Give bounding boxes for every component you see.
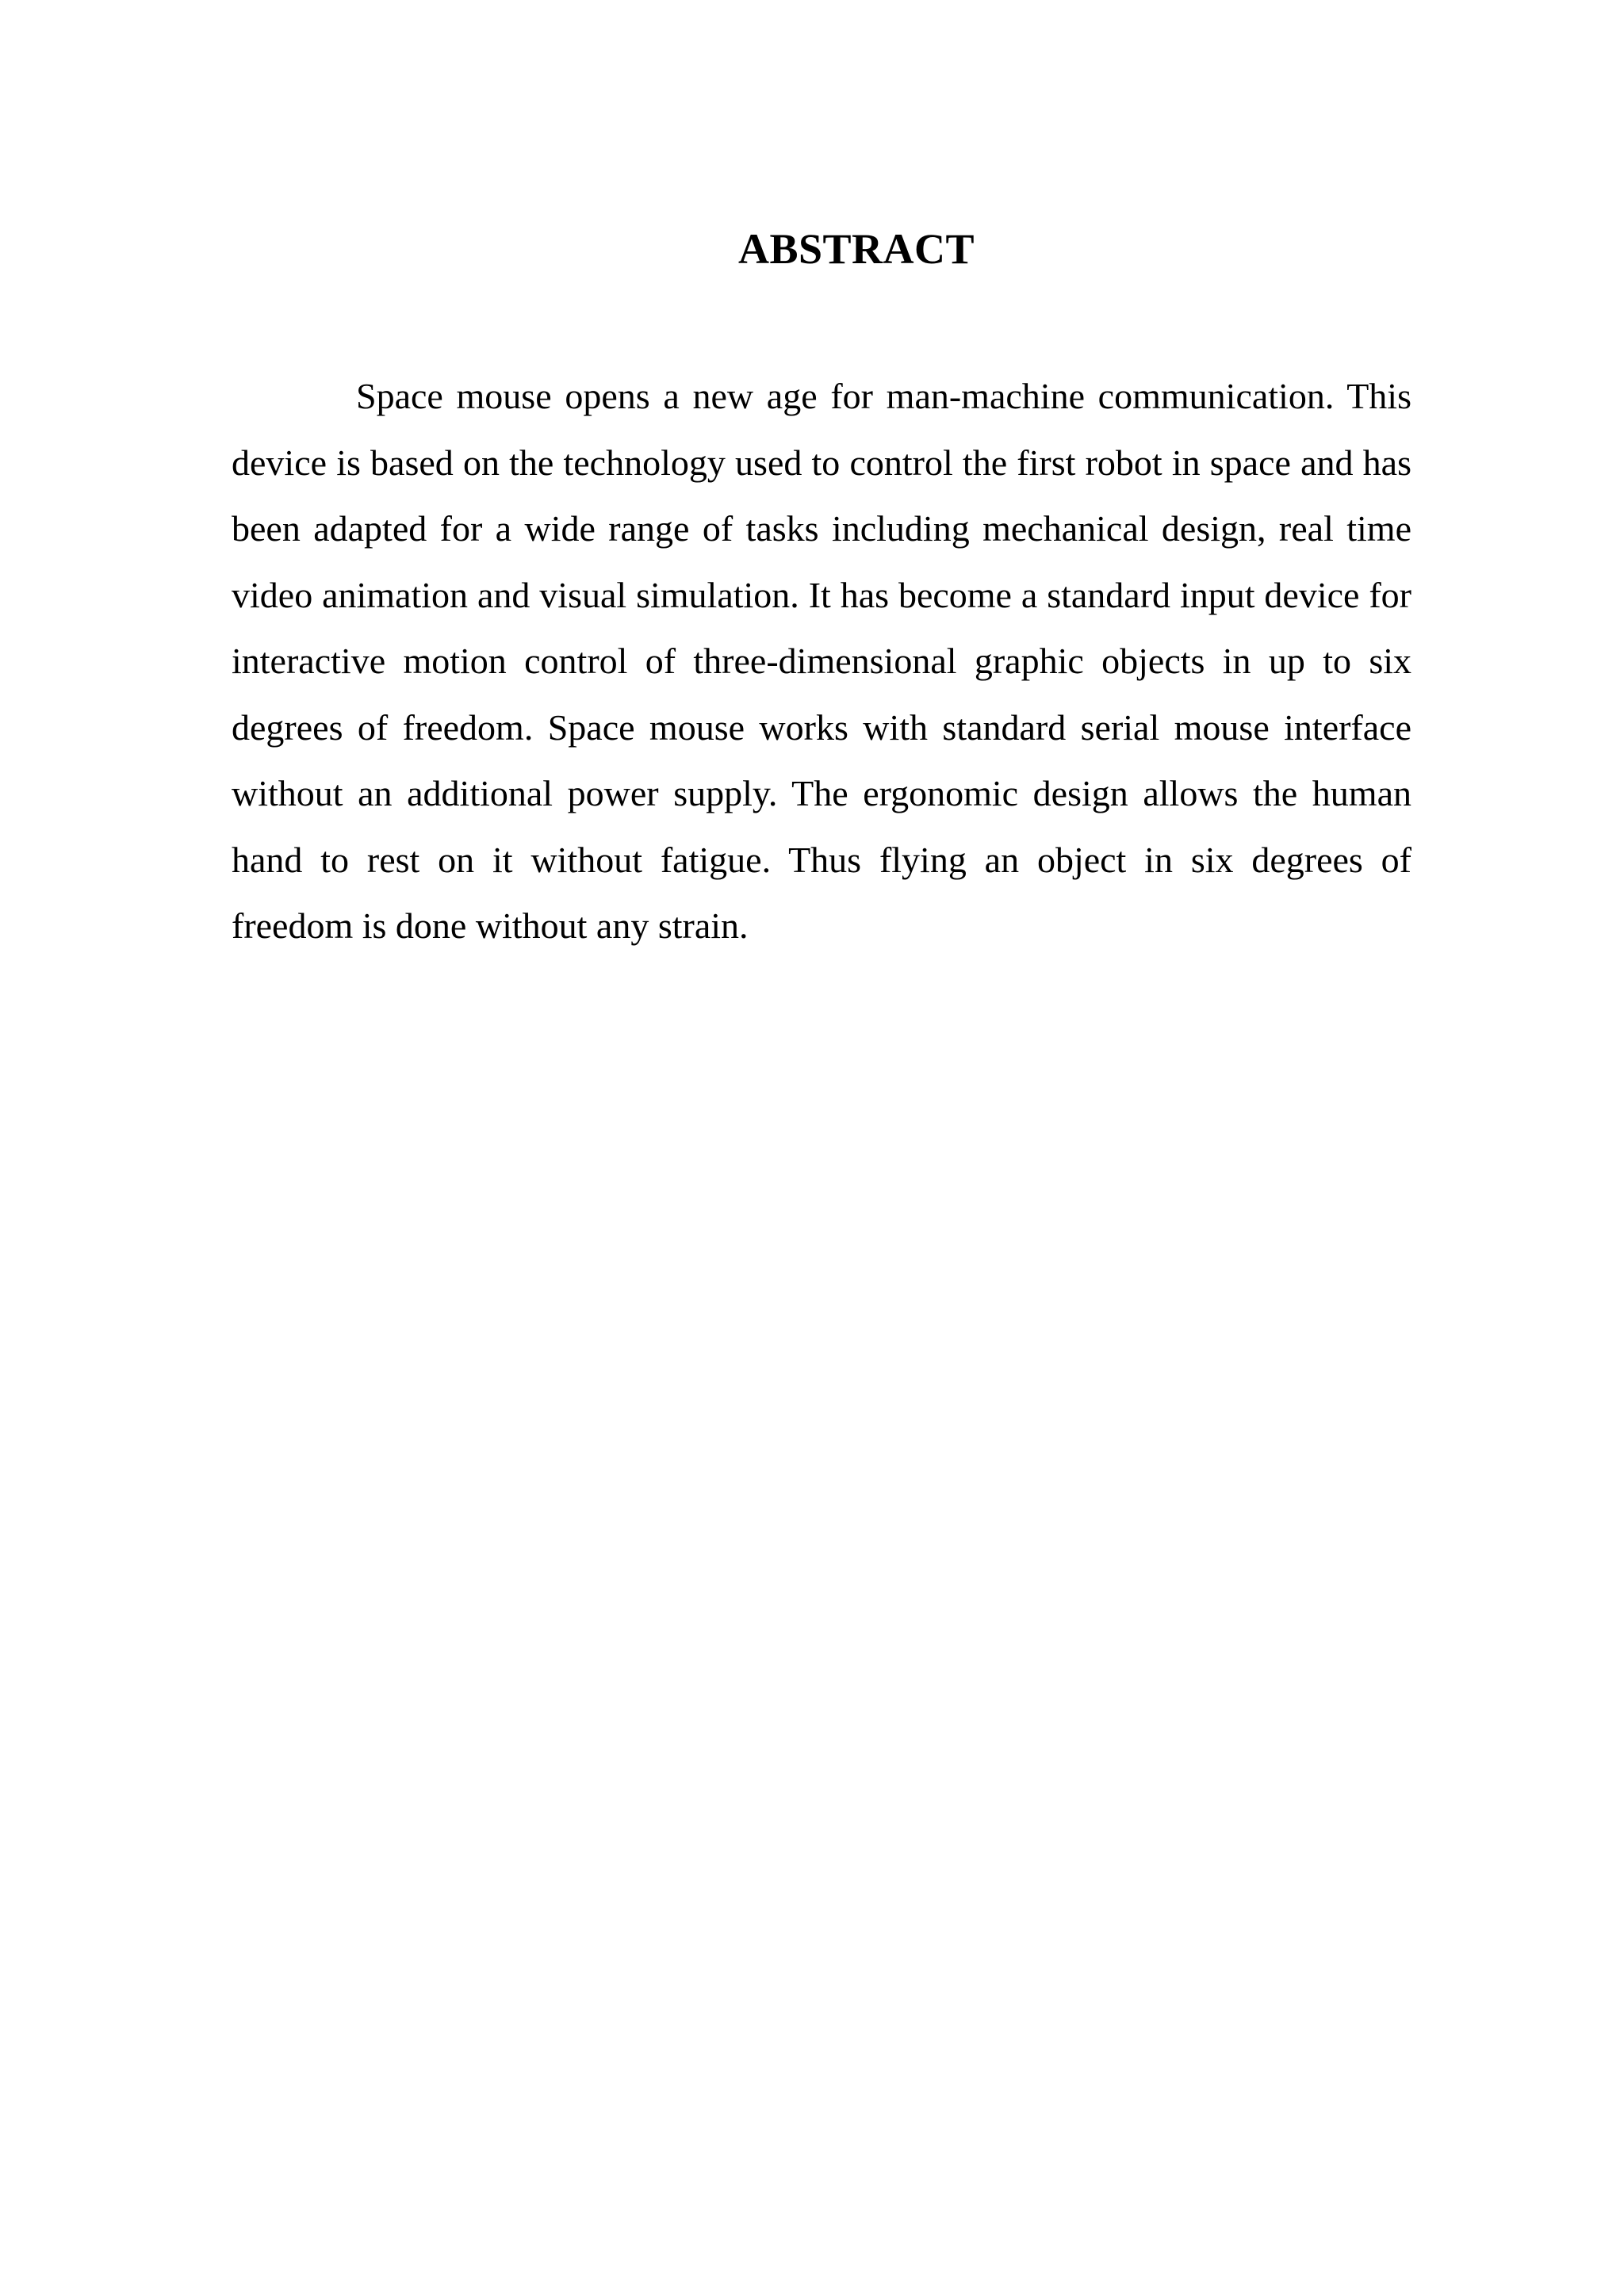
abstract-paragraph: Space mouse opens a new age for man-machine communication. This device is based on the technology used to control the first robot in space and has been adapted for a wide range of tasks including mechanical design, real time video animation and visual simulation. It has become a standard input device for interactive motion control of three-dimensional graphic objects in up to six degrees of freedom. Space mouse works with standard serial mouse interface without an additional power supply. The ergonomic design allows the human hand to rest on it without fatigue. Thus flying an object in six degrees of freedom is done without any strain. — [232, 376, 1411, 946]
abstract-heading: ABSTRACT — [737, 225, 975, 274]
